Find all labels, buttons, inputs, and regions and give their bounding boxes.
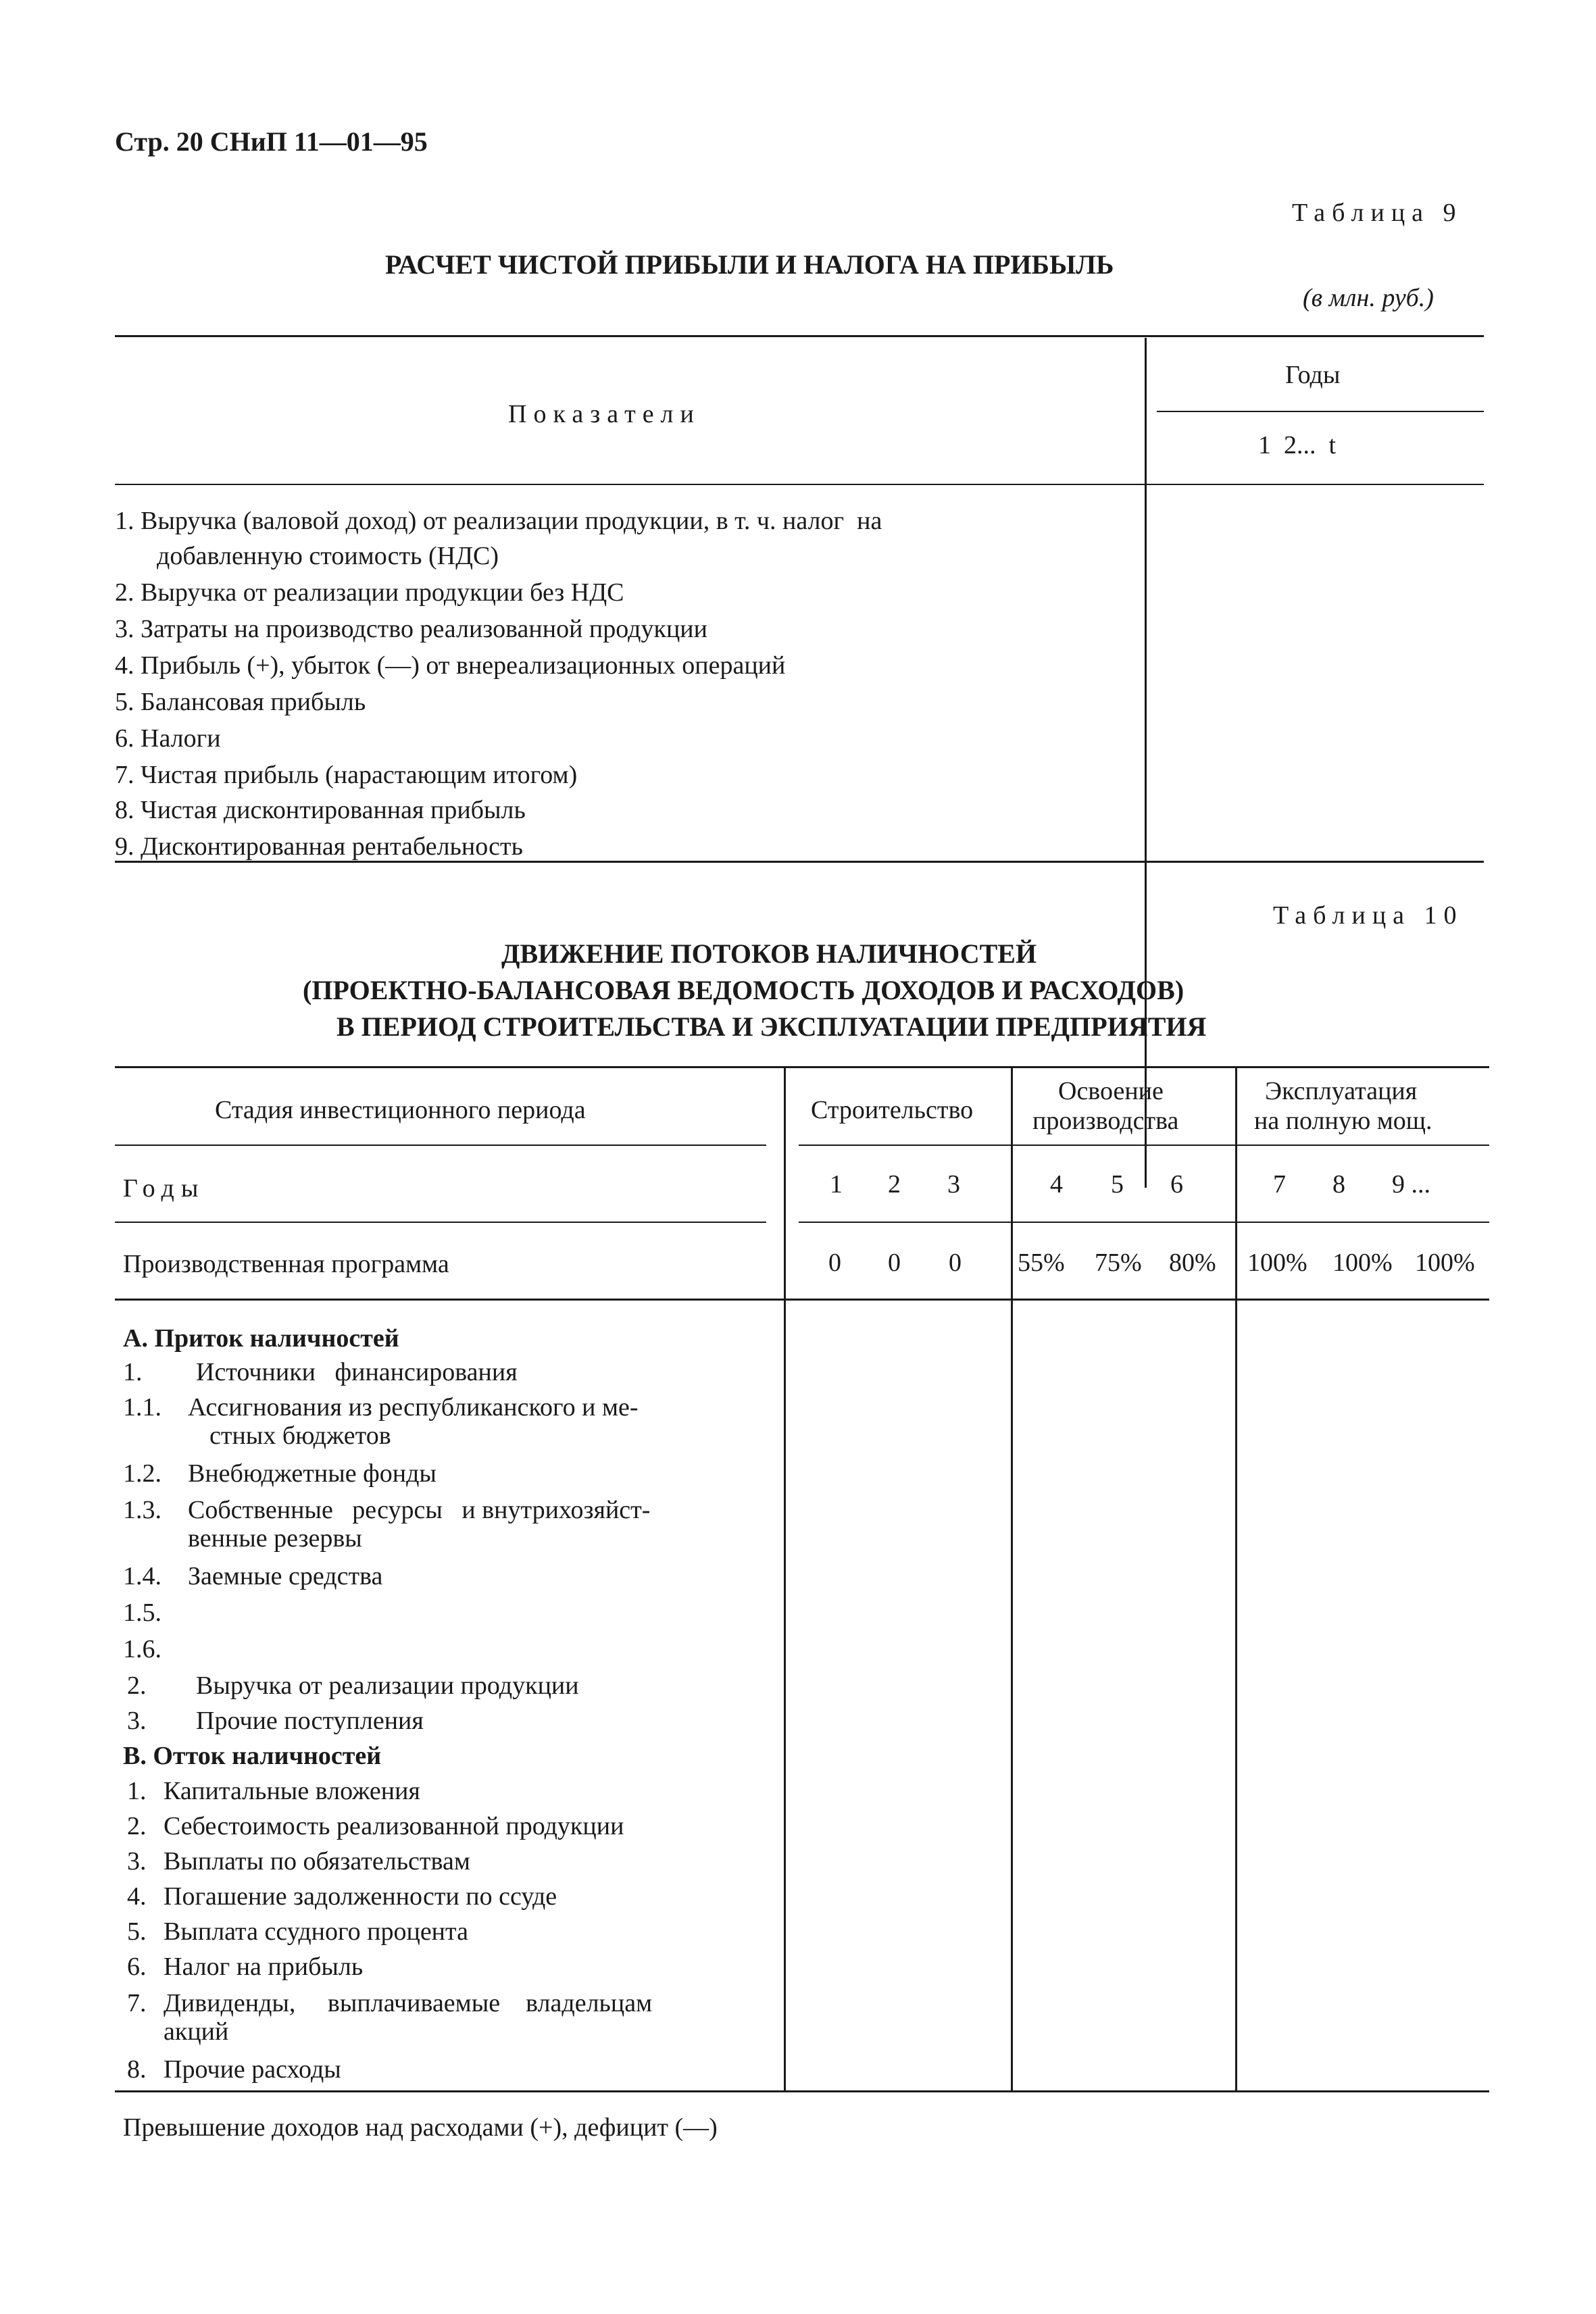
outflow-text: Себестоимость реализованной продукции (164, 1812, 624, 1840)
table9-row: 6. Налоги (115, 724, 221, 753)
table9-row: 5. Балансовая прибыль (115, 688, 366, 716)
table10-year: 6 (1170, 1170, 1183, 1199)
outflow-num: 2. (127, 1812, 147, 1840)
inflow-num: 1.3. (123, 1496, 161, 1524)
table10-program-value: 0 (888, 1249, 901, 1277)
table10-year: 5 (1111, 1170, 1124, 1199)
table9-row: 9. Дисконтированная рентабельность (115, 832, 523, 861)
table10-stage-operation-1: Эксплуатация (1265, 1077, 1418, 1105)
table10-program-value: 0 (828, 1249, 841, 1277)
table10-stage-rule-left (115, 1145, 766, 1146)
table10-year: 8 (1332, 1170, 1345, 1199)
table9-row: добавленную стоимость (НДС) (157, 542, 499, 570)
table9-bottom-rule (115, 861, 1484, 863)
inflow-text: Ассигнования из республиканского и ме- (188, 1393, 639, 1422)
page-header: Стр. 20 СНиП 11—01—95 (115, 126, 428, 157)
table10-year: 4 (1050, 1170, 1063, 1199)
inflow-text: Прочие поступления (196, 1707, 424, 1735)
outflow-num: 3. (127, 1847, 147, 1876)
table9-row: 1. Выручка (валовой доход) от реализации продукции, в т. ч. налог на (115, 507, 882, 535)
inflow-num: 1.4. (123, 1562, 161, 1590)
outflow-num: 1. (127, 1777, 147, 1805)
outflow-num: 8. (127, 2055, 147, 2084)
outflow-text: Выплаты по обязательствам (164, 1847, 470, 1876)
outflow-num: 7. (127, 1989, 147, 2017)
table10-program-value: 0 (949, 1249, 962, 1277)
outflow-num: 4. (127, 1882, 147, 1911)
table9-title: РАСЧЕТ ЧИСТОЙ ПРИБЫЛИ И НАЛОГА НА ПРИБЫЛЬ (385, 249, 1114, 280)
table10-program-value: 100% (1332, 1249, 1393, 1277)
outflow-text: Налог на прибыль (164, 1953, 364, 1981)
inflow-num: 1.2. (123, 1459, 161, 1488)
table10-program-value: 80% (1169, 1249, 1216, 1277)
inflow-num: 1. (123, 1358, 143, 1386)
inflow-text: Источники финансирования (196, 1358, 518, 1386)
inflow-text: венные резервы (188, 1524, 362, 1553)
table9-row: 3. Затраты на производство реализованной продукции (115, 615, 707, 643)
inflow-num: 1.1. (123, 1393, 161, 1422)
table10-stage-mastery-2: производства (1032, 1107, 1179, 1135)
table10-header-rule (115, 1299, 1489, 1301)
table10-year: 7 (1273, 1170, 1286, 1199)
table10-stage-construction: Строительство (811, 1096, 974, 1124)
table9-top-rule (115, 335, 1484, 337)
table10-year: 2 (888, 1170, 901, 1199)
table10-stage-operation-2: на полную мощ. (1254, 1107, 1432, 1135)
outflow-text: Прочие расходы (164, 2055, 341, 2084)
table10-section-a: А. Приток наличностей (123, 1324, 399, 1353)
table10-year: 1 (830, 1170, 843, 1199)
table10-stage-label: Стадия инвестиционного периода (215, 1096, 586, 1124)
table10-divider-3 (1235, 1067, 1237, 2090)
table10-title-line3: В ПЕРИОД СТРОИТЕЛЬСТВА И ЭКСПЛУАТАЦИИ ПРЕДПРИЯТИЯ (336, 1011, 1207, 1042)
outflow-text: Капитальные вложения (164, 1777, 420, 1805)
table9-col-indicators: Показатели (508, 400, 701, 428)
table9-row: 8. Чистая дисконтированная прибыль (115, 796, 526, 824)
inflow-num: 3. (127, 1707, 147, 1735)
table9-row: 7. Чистая прибыль (нарастающим итогом) (115, 761, 578, 789)
table10-years-rule-right (799, 1222, 1489, 1223)
outflow-text: акций (164, 2017, 229, 2046)
inflow-num: 2. (127, 1671, 147, 1700)
table9-years-rule (1157, 411, 1484, 412)
outflow-num: 5. (127, 1917, 147, 1946)
table9-col-years: Годы (1285, 361, 1341, 389)
table10-title-line1: ДВИЖЕНИЕ ПОТОКОВ НАЛИЧНОСТЕЙ (501, 938, 1037, 969)
table10-footer: Превышение доходов над расходами (+), дефицит (—) (123, 2113, 718, 2142)
inflow-num: 1.5. (123, 1599, 161, 1627)
table10-stage-mastery-1: Освоение (1058, 1077, 1164, 1105)
table10-title-line2: (ПРОЕКТНО-БАЛАНСОВАЯ ВЕДОМОСТЬ ДОХОДОВ И РАСХОДОВ) (303, 975, 1184, 1005)
table10-bottom-rule (115, 2090, 1489, 2092)
table9-units: (в млн. руб.) (1303, 284, 1434, 312)
inflow-text: стных бюджетов (209, 1422, 391, 1450)
outflow-text: Погашение задолженности по ссуде (164, 1882, 557, 1911)
table10-program-value: 100% (1415, 1249, 1475, 1277)
table9-col-divider (1145, 338, 1147, 1188)
table9-header-rule (115, 484, 1484, 485)
table9-col-years-sub: 1 2... t (1258, 431, 1337, 459)
table9-row: 2. Выручка от реализации продукции без НДС (115, 578, 624, 607)
table10-years-rule-left (115, 1222, 766, 1223)
table10-program-label: Производственная программа (123, 1250, 449, 1278)
inflow-text: Собственные ресурсы и внутрихозяйст- (188, 1496, 651, 1524)
inflow-text: Внебюджетные фонды (188, 1459, 437, 1488)
table10-year: 3 (947, 1170, 960, 1199)
table10-label: Таблица 10 (1273, 901, 1464, 930)
table10-program-value: 100% (1247, 1249, 1307, 1277)
inflow-num: 1.6. (123, 1635, 161, 1663)
table10-section-b: В. Отток наличностей (123, 1742, 382, 1770)
outflow-num: 6. (127, 1953, 147, 1981)
outflow-text: Дивиденды, выплачиваемые владельцам (164, 1989, 653, 2017)
table10-years-label: Годы (123, 1174, 205, 1203)
outflow-text: Выплата ссудного процента (164, 1917, 468, 1946)
table10-program-value: 75% (1095, 1249, 1142, 1277)
inflow-text: Выручка от реализации продукции (196, 1671, 579, 1700)
table9-row: 4. Прибыль (+), убыток (—) от внереализационных операций (115, 651, 786, 680)
table10-stage-rule-right (799, 1145, 1489, 1146)
table10-program-value: 55% (1018, 1249, 1065, 1277)
table9-label: Таблица 9 (1292, 199, 1463, 227)
table10-divider-2 (1011, 1067, 1013, 2090)
table10-year: 9 ... (1392, 1170, 1430, 1199)
inflow-text: Заемные средства (188, 1562, 383, 1590)
table10-top-rule (115, 1066, 1489, 1068)
table10-divider-1 (784, 1067, 786, 2090)
